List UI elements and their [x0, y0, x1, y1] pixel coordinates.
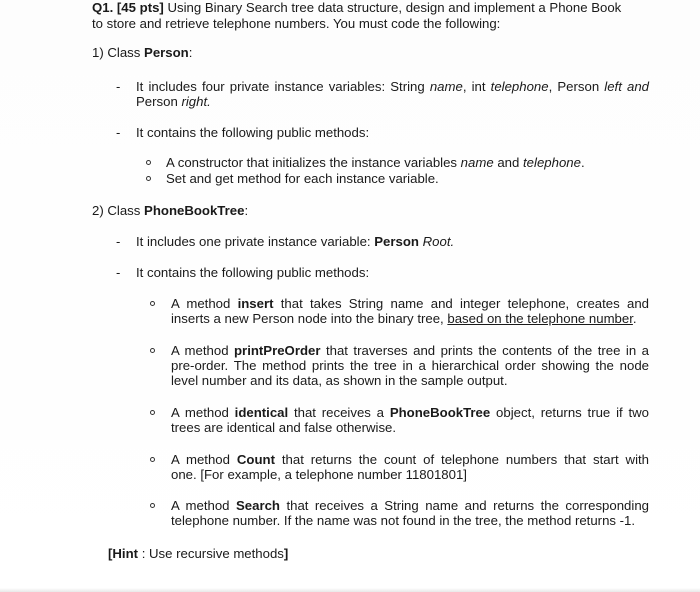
- circle-bullet-icon: [150, 503, 155, 508]
- method-identical-line-2: trees are identical and false otherwise.: [171, 420, 397, 435]
- hint-label: Hint: [112, 546, 139, 561]
- class-person-name: Person: [144, 45, 189, 60]
- bullet-dash: -: [116, 265, 121, 280]
- circle-bullet-icon: [146, 176, 151, 181]
- section-2-bullet-1: It includes one private instance variable: Person Root.: [136, 234, 455, 249]
- section-2-heading: 2) Class PhoneBookTree:: [92, 203, 249, 218]
- page-edge-shadow: [0, 588, 700, 592]
- section-1-bullet-1-line-2: Person right.: [136, 94, 211, 109]
- method-search-line-2: telephone number. If the name was not found in the tree, the method returns -1.: [171, 513, 636, 528]
- method-count-line-2: one. [For example, a telephone number 11801801]: [171, 467, 467, 482]
- question-line-2: to store and retrieve telephone numbers. You must code the following:: [92, 16, 501, 31]
- class-phonebooktree-name: PhoneBookTree: [144, 203, 245, 218]
- bullet-dash: -: [116, 79, 121, 94]
- hint-line: [Hint : Use recursive methods]: [108, 546, 289, 561]
- method-printpreorder-line-2: pre-order. The method prints the tree in a hierarchical order showing the node: [171, 358, 649, 373]
- circle-bullet-icon: [146, 160, 151, 165]
- section-1-sub-1: A constructor that initializes the instance variables name and telephone.: [166, 155, 585, 170]
- section-1-bullet-2: It contains the following public methods:: [136, 125, 370, 140]
- method-insert-line-2: inserts a new Person node into the binary tree, based on the telephone number.: [171, 311, 637, 326]
- circle-bullet-icon: [150, 301, 155, 306]
- method-printpreorder-line-1: A method printPreOrder that traverses and prints the contents of the tree in a: [171, 343, 649, 358]
- method-search-line-1: A method Search that receives a String name and returns the corresponding: [171, 498, 649, 513]
- bullet-dash: -: [116, 125, 121, 140]
- circle-bullet-icon: [150, 348, 155, 353]
- method-identical-line-1: A method identical that receives a PhoneBookTree object, returns true if two: [171, 405, 649, 420]
- circle-bullet-icon: [150, 457, 155, 462]
- method-insert-line-1: A method insert that takes String name and integer telephone, creates and: [171, 296, 649, 311]
- method-count-line-1: A method Count that returns the count of telephone numbers that start with: [171, 452, 649, 467]
- section-1-sub-2: Set and get method for each instance variable.: [166, 171, 439, 186]
- section-1-bullet-1-line-1: It includes four private instance variables: String name, int telephone, Person left and: [136, 79, 649, 94]
- section-2-bullet-2: It contains the following public methods:: [136, 265, 370, 280]
- question-line-1: Q1. [45 pts] Using Binary Search tree data structure, design and implement a Phone Book: [92, 0, 622, 15]
- circle-bullet-icon: [150, 410, 155, 415]
- question-label: Q1. [45 pts]: [92, 0, 164, 15]
- bullet-dash: -: [116, 234, 121, 249]
- method-printpreorder-line-3: level number and its data, as shown in the sample output.: [171, 373, 508, 388]
- section-1-heading: 1) Class Person:: [92, 45, 193, 60]
